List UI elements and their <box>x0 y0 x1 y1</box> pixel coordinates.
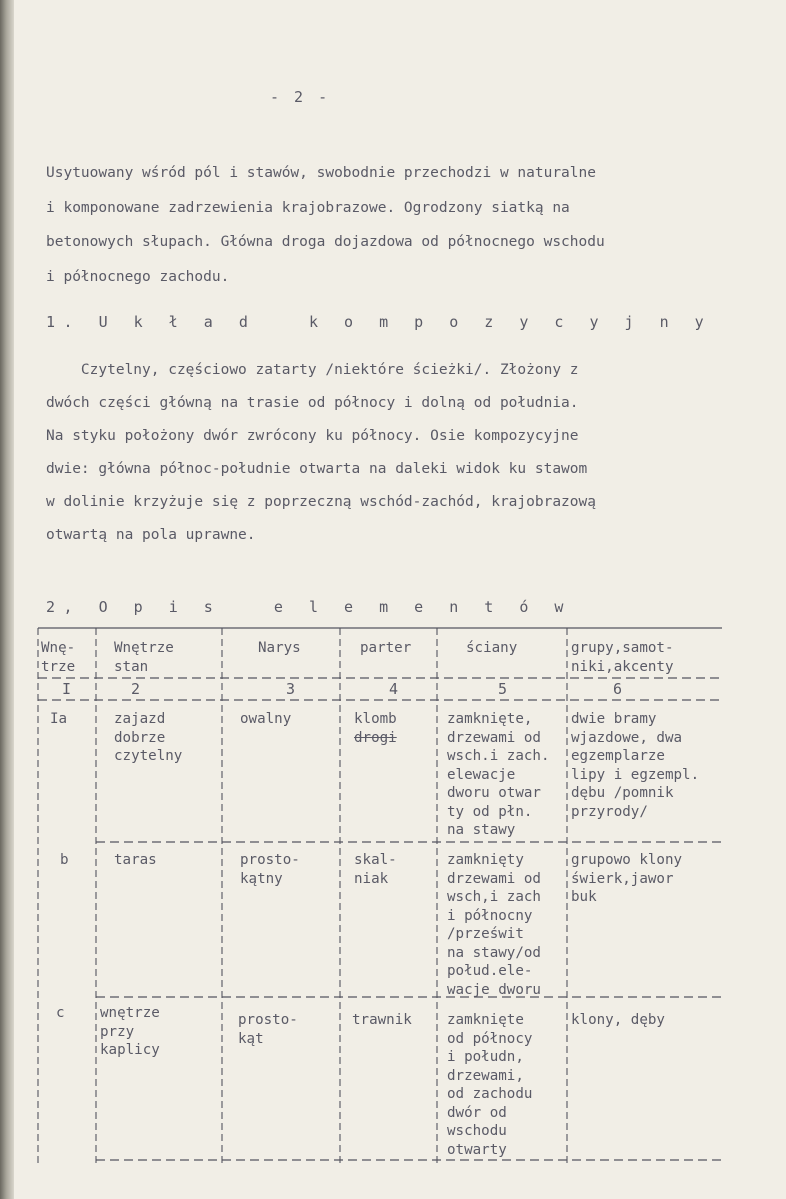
row-id: Ia <box>50 711 68 727</box>
section-1-line: Na styku położony dwór zwrócony ku północy. Osie kompozycyjne <box>46 428 579 444</box>
row-wnetrze: taras <box>114 852 157 868</box>
row-narys: owalny <box>240 711 292 727</box>
header-sciany: ściany <box>466 640 518 656</box>
section-1-line: otwartą na pola uprawne. <box>46 527 256 543</box>
row-narys: prosto- kątny <box>240 852 300 887</box>
row-id: c <box>56 1005 65 1021</box>
header-wnetrze: Wnę- trze <box>41 640 76 675</box>
intro-line: i komponowane zadrzewienia krajobrazowe. Ogrodzony siatką na <box>46 199 570 216</box>
row-grupy: klony, dęby <box>571 1012 665 1028</box>
section-1-line: w dolinie krzyżuje się z poprzeczną wschód-zachód, krajobrazową <box>46 494 596 510</box>
intro-line: i północnego zachodu. <box>46 268 230 285</box>
row-wnetrze: zajazd dobrze czytelny <box>114 711 183 764</box>
row-wnetrze: wnętrze przy kaplicy <box>100 1005 160 1058</box>
section-1-heading: 1. U k ł a d k o m p o z y c y j n y <box>46 313 713 331</box>
row-sciany: zamknięte, drzewami od wsch.i zach. elewacje dworu otwar ty od płn. na stawy <box>447 711 550 838</box>
row-parter-struck: drogi <box>354 729 397 746</box>
column-number: I <box>62 680 72 698</box>
section-1-line: Czytelny, częściowo zatarty /niektóre ścieżki/. Złożony z <box>46 362 579 378</box>
row-sciany: zamknięte od północy i połudn, drzewami, od zachodu dwór od wschodu otwarty <box>447 1012 533 1158</box>
column-number: 5 <box>498 680 508 698</box>
row-id: b <box>60 852 69 868</box>
row-parter: klomb <box>354 711 397 727</box>
row-grupy: grupowo klony świerk,jawor buk <box>571 852 683 905</box>
header-parter: parter <box>360 640 412 656</box>
section-2-heading: 2, O p i s e l e m e n t ó w <box>46 598 572 616</box>
section-1-line: dwie: główna północ-południe otwarta na daleki widok ku stawom <box>46 461 588 477</box>
header-grupy: grupy,samot- niki,akcenty <box>571 640 674 675</box>
section-1-line: dwóch części główną na trasie od północy i dolną od południa. <box>46 395 579 411</box>
page-number: - 2 - <box>270 88 331 106</box>
page-binding-edge <box>0 0 14 1199</box>
intro-paragraph <box>46 156 746 294</box>
row-parter: skal- niak <box>354 852 397 887</box>
header-narys: Narys <box>258 640 301 656</box>
intro-line: Usytuowany wśród pól i stawów, swobodnie przechodzi w naturalne <box>46 165 596 181</box>
row-grupy: dwie bramy wjazdowe, dwa egzemplarze lipy i egzempl. dębu /pomnik przyrody/ <box>571 711 700 820</box>
row-narys: prosto- kąt <box>238 1012 298 1047</box>
section-1-paragraph <box>46 354 596 552</box>
column-number: 6 <box>613 680 623 698</box>
column-number: 4 <box>389 680 399 698</box>
header-wnetrze-stan: Wnętrze stan <box>114 640 174 675</box>
intro-line: betonowych słupach. Główna droga dojazdowa od północnego wschodu <box>46 234 605 250</box>
column-number: 3 <box>286 680 296 698</box>
row-parter: trawnik <box>352 1012 412 1028</box>
row-sciany: zamknięty drzewami od wsch,i zach i północny /prześwit na stawy/od połud.ele- wacje dworu <box>447 852 541 998</box>
column-number: 2 <box>131 680 141 698</box>
